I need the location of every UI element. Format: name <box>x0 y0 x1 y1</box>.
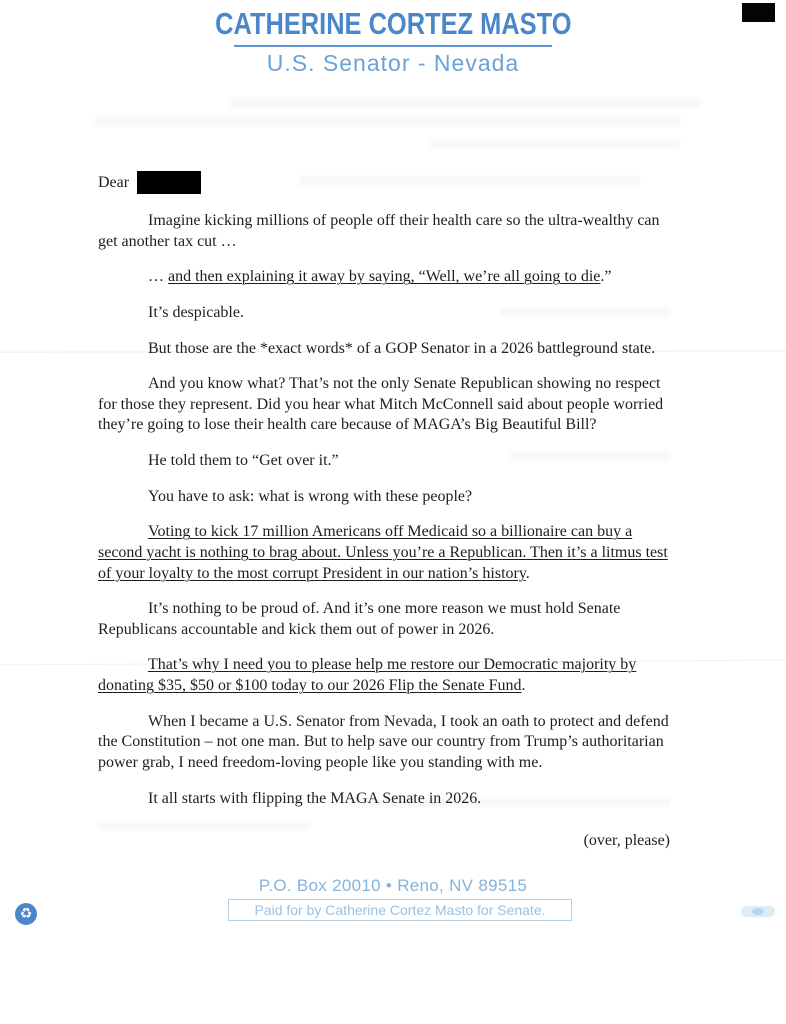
paid-for-disclaimer-box <box>228 899 572 921</box>
salutation-text: Dear <box>98 174 130 191</box>
paragraph: And you know what? That’s not the only Senate Republican showing no respect for those they represent. Did you hear what Mitch McConnell said about people worried they’re going to lose their health care because of MAGA’s Big Beautiful Bill? <box>98 375 664 434</box>
bleed-through-text <box>430 139 680 148</box>
letterhead <box>0 6 786 77</box>
header-rule <box>234 45 552 47</box>
senator-title: U.S. Senator - Nevada <box>266 50 520 76</box>
paragraph: That’s why I need you to please help me restore our Democratic majority by donating $35, $50 or $100 today to our 2026 Flip the Senate Fund. <box>98 656 637 694</box>
redacted-recipient-name <box>137 171 201 194</box>
paragraph: It all starts with flipping the MAGA Senate in 2026. <box>148 789 482 807</box>
letter-body <box>98 171 680 867</box>
union-printer-bug-mark <box>741 906 775 917</box>
paragraph: It’s despicable. <box>148 303 244 321</box>
footer-address: P.O. Box 20010 • Reno, NV 89515 <box>258 876 528 895</box>
paragraph: … and then explaining it away by saying, “Well, we’re all going to die.” <box>148 268 612 286</box>
paragraph: It’s nothing to be proud of. And it’s one more reason we must hold Senate Republicans accountable and kick them out of power in 2026. <box>98 600 621 638</box>
paragraph: He told them to “Get over it.” <box>148 452 339 469</box>
salutation-line <box>98 171 680 194</box>
bleed-through-text <box>95 115 680 126</box>
paragraph: Imagine kicking millions of people off their health care so the ultra-wealthy can get another tax cut … <box>98 212 660 250</box>
paragraph: Voting to kick 17 million Americans off Medicaid so a billionaire can buy a second yacht is nothing to brag about. Unless you’re a Republican. Then it’s a litmus test of your loyalty to the most corrupt President in our nation’s history. <box>98 523 668 582</box>
recycle-icon: ♻ <box>15 903 37 925</box>
paragraph: You have to ask: what is wrong with these people? <box>148 487 473 505</box>
senator-name: CATHERINE CORTEZ MASTO <box>214 6 572 41</box>
paragraph: But those are the *exact words* of a GOP Senator in a 2026 battleground state. <box>148 339 656 357</box>
paragraph: When I became a U.S. Senator from Nevada, I took an oath to protect and defend the Constitution – not one man. But to help save our country from Trump’s authoritarian power grab, I need freedom-loving people like you standing with me. <box>98 712 669 771</box>
paid-for-text: Paid for by Catherine Cortez Masto for Senate. <box>254 902 546 918</box>
over-please-note: (over, please) <box>583 832 670 850</box>
bleed-through-text <box>230 98 700 108</box>
